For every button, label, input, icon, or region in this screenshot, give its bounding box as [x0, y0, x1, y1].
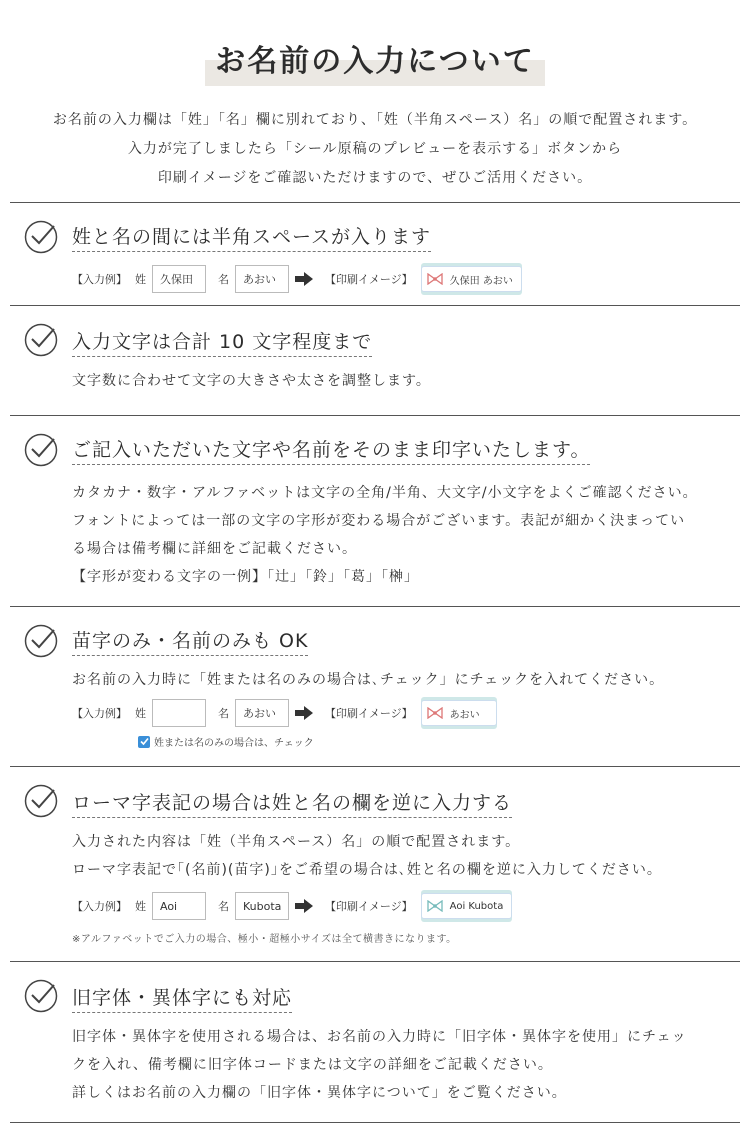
sei-field: [152, 699, 206, 727]
body-line: お名前の入力時に「姓または名のみの場合は､チェック」にチェックを入れてください。: [72, 672, 665, 688]
print-preview: [421, 893, 513, 919]
arrow-right-icon: [295, 706, 313, 720]
section-body: [72, 666, 664, 694]
sei-label: 姓: [135, 900, 146, 913]
divider: [10, 415, 740, 416]
body-line: 入力された内容は「姓（半角スペース）名」の順で配置されます。: [72, 834, 521, 850]
print-text: 久保田 あおい: [449, 275, 513, 287]
input-example: [72, 698, 497, 728]
divider: [10, 305, 740, 306]
body-line: 【字形が変わる文字の一例】「辻」「鈴」「葛」「榊」: [72, 569, 419, 585]
page-title: お名前の入力について: [215, 44, 535, 79]
section-heading: [72, 435, 590, 465]
mei-label: 名: [218, 900, 229, 913]
arrow-right-icon: [295, 899, 313, 913]
heading-text: ご記入いただいた文字や名前をそのまま印字いたします。: [72, 439, 591, 461]
divider: [10, 606, 740, 607]
heading-underline: [72, 1012, 292, 1013]
print-label: 【印刷イメージ】: [325, 707, 413, 720]
check-circle-icon: [24, 624, 58, 658]
mei-field: あおい: [235, 699, 289, 727]
heading-underline: [72, 356, 372, 357]
section-heading: [72, 788, 512, 818]
page-header: [0, 36, 750, 80]
section-body: [72, 1023, 687, 1107]
ribbon-icon: [426, 900, 444, 912]
section-heading: [72, 626, 308, 656]
input-example: [72, 891, 512, 921]
ribbon-icon: [426, 707, 444, 719]
intro-text: [0, 106, 750, 193]
print-preview: [421, 700, 497, 726]
sei-label: 姓: [135, 707, 146, 720]
title-wrap: [205, 36, 544, 80]
check-circle-icon: [24, 323, 58, 357]
body-line: ローマ字表記で｢(名前)(苗字)｣をご希望の場合は､姓と名の欄を逆に入力してください。: [72, 862, 662, 878]
print-label: 【印刷イメージ】: [325, 273, 413, 286]
heading-underline: [72, 251, 431, 252]
heading-text: 旧字体・異体字にも対応: [72, 987, 293, 1009]
heading-text: 苗字のみ・名前のみも OK: [72, 630, 309, 652]
body-line: カタカナ・数字・アルファベットは文字の全角/半角、大文字/小文字をよくご確認ください。: [72, 485, 698, 501]
heading-underline: [72, 655, 308, 656]
heading-text: 姓と名の間には半角スペースが入ります: [72, 226, 432, 248]
divider: [10, 961, 740, 962]
example-label: 【入力例】: [72, 273, 127, 286]
mei-label: 名: [218, 707, 229, 720]
print-text: Aoi Kubota: [449, 900, 504, 912]
single-name-checkbox: [138, 734, 314, 749]
sei-label: 姓: [135, 273, 146, 286]
section-body: [72, 479, 698, 591]
intro-line: お名前の入力欄は「姓」「名」欄に別れており、「姓（半角スペース）名」の順で配置されます。: [52, 112, 698, 128]
heading-underline: [72, 464, 590, 465]
body-line: クを入れ、備考欄に旧字体コードまたは文字の詳細をご記載ください。: [72, 1057, 553, 1073]
sei-field: Aoi: [152, 892, 206, 920]
mei-label: 名: [218, 273, 229, 286]
body-line: る場合は備考欄に詳細をご記載ください。: [72, 541, 357, 557]
body-line: 旧字体・異体字を使用される場合は、お名前の入力時に「旧字体・異体字を使用」にチェッ: [72, 1029, 687, 1045]
section-heading: [72, 327, 372, 357]
intro-line: 印刷イメージをご確認いただけますので、ぜひご活用ください。: [157, 170, 593, 186]
heading-text: 入力文字は合計 10 文字程度まで: [72, 331, 373, 353]
input-example: [72, 264, 522, 294]
example-label: 【入力例】: [72, 707, 127, 720]
intro-line: 入力が完了しましたら「シール原稿のプレビューを表示する」ボタンから: [127, 141, 623, 157]
check-circle-icon: [24, 784, 58, 818]
section-heading: [72, 983, 292, 1013]
divider: [10, 766, 740, 767]
mei-field: Kubota: [235, 892, 289, 920]
romaji-note: ※アルファベットでご入力の場合、極小・超極小サイズは全て横書きになります。: [72, 934, 457, 945]
print-preview: [421, 266, 522, 292]
section-heading: [72, 222, 431, 252]
sei-field: 久保田: [152, 265, 206, 293]
check-circle-icon: [24, 220, 58, 254]
checkbox-checked-icon: [138, 736, 150, 748]
body-line: フォントによっては一部の文字の字形が変わる場合がございます。表記が細かく決まってい: [72, 513, 686, 529]
print-text: あおい: [449, 709, 480, 721]
divider: [10, 1122, 740, 1123]
check-circle-icon: [24, 979, 58, 1013]
body-line: 詳しくはお名前の入力欄の「旧字体・異体字について」をご覧ください。: [72, 1085, 567, 1101]
print-label: 【印刷イメージ】: [325, 900, 413, 913]
check-circle-icon: [24, 433, 58, 467]
divider: [10, 202, 740, 203]
ribbon-icon: [426, 273, 444, 285]
checkbox-label: 姓または名のみの場合は、チェック: [154, 738, 314, 749]
mei-field: あおい: [235, 265, 289, 293]
example-label: 【入力例】: [72, 900, 127, 913]
body-line: 文字数に合わせて文字の大きさや太さを調整します。: [72, 373, 431, 389]
heading-text: ローマ字表記の場合は姓と名の欄を逆に入力する: [72, 792, 513, 814]
arrow-right-icon: [295, 272, 313, 286]
section-body: [72, 828, 662, 884]
section-body: [72, 367, 431, 395]
heading-underline: [72, 817, 512, 818]
